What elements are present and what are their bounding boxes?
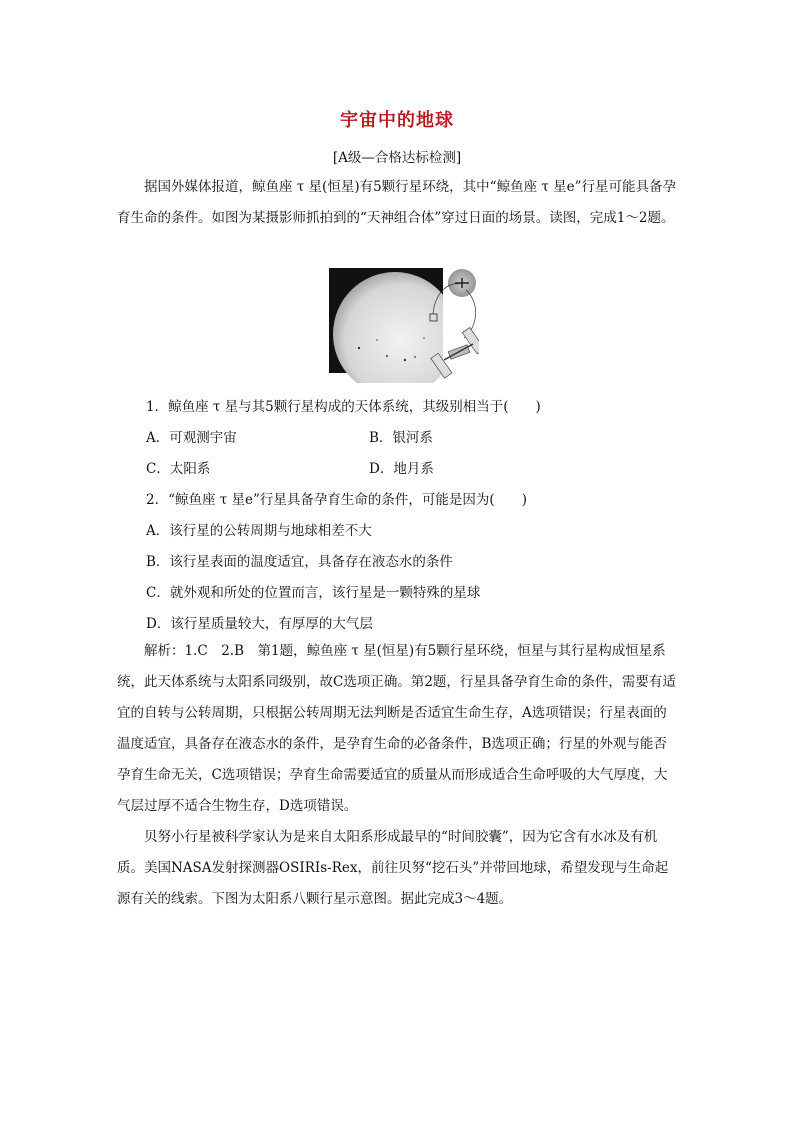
- q1-option-c: C．太阳系: [146, 461, 211, 477]
- q1-option-d: D．地月系: [369, 461, 434, 477]
- analysis-paragraph: 解析：1.C 2.B 第1题，鲸鱼座 τ 星(恒星)有5颗行星环绕，恒星与其行星构成恒星系统，此天体系统与太阳系同级别，故C选项正确。第2题，行星具备孕育生命的条件，需要有适宜的自转与公转周期，只根据公转周期无法判断是否适宜生命生存，A选项错误；行星表面的温度适宜，具备存在液态水的条件，是孕育生命的必备条件，B选项正确；行星的外观与能否孕育生命无关，C选项错误；孕育生命需要适宜的质量从而形成适合生命呼吸的大气厚度，大气层过厚不适合生物生存，D选项错误。: [117, 643, 676, 814]
- q1-option-a: A．可观测宇宙: [146, 430, 237, 446]
- q2-option-a: A．该行星的公转周期与地球相差不大: [146, 523, 372, 539]
- q2-option-b: B．该行星表面的温度适宜，具备存在液态水的条件: [146, 554, 453, 570]
- question-2-stem: 2．“鲸鱼座 τ 星e”行星具备孕育生命的条件，可能是因为( ): [146, 492, 527, 508]
- question-1-stem: 1．鲸鱼座 τ 星与其5颗行星构成的天体系统，其级别相当于( ): [146, 399, 541, 415]
- intro-paragraph-1: 据国外媒体报道，鲸鱼座 τ 星(恒星)有5颗行星环绕，其中“鲸鱼座 τ 星e”行星可能具备孕育生命的条件。如图为某摄影师抓拍到的“天神组合体”穿过日面的场景。读图，完成1～2题。: [117, 179, 677, 226]
- q2-option-c: C．就外观和所处的位置而言，该行星是一颗特殊的星球: [146, 585, 481, 601]
- page-title: 宇宙中的地球: [340, 110, 454, 131]
- sun-transit-photo: [329, 268, 479, 383]
- q1-option-b: B．银河系: [369, 430, 433, 446]
- section-subtitle: [A级—合格达标检测]: [332, 150, 462, 166]
- intro-paragraph-2: 贝努小行星被科学家认为是来自太阳系形成最早的“时间胶囊”，因为它含有水冰及有机质。美国NASA发射探测器OSIRIs-Rex，前往贝努“挖石头”并带回地球，希望发现与生命起源有关的线索。下图为太阳系八颗行星示意图。据此完成3～4题。: [117, 829, 669, 907]
- q2-option-d: D．该行星质量较大，有厚厚的大气层: [146, 616, 373, 632]
